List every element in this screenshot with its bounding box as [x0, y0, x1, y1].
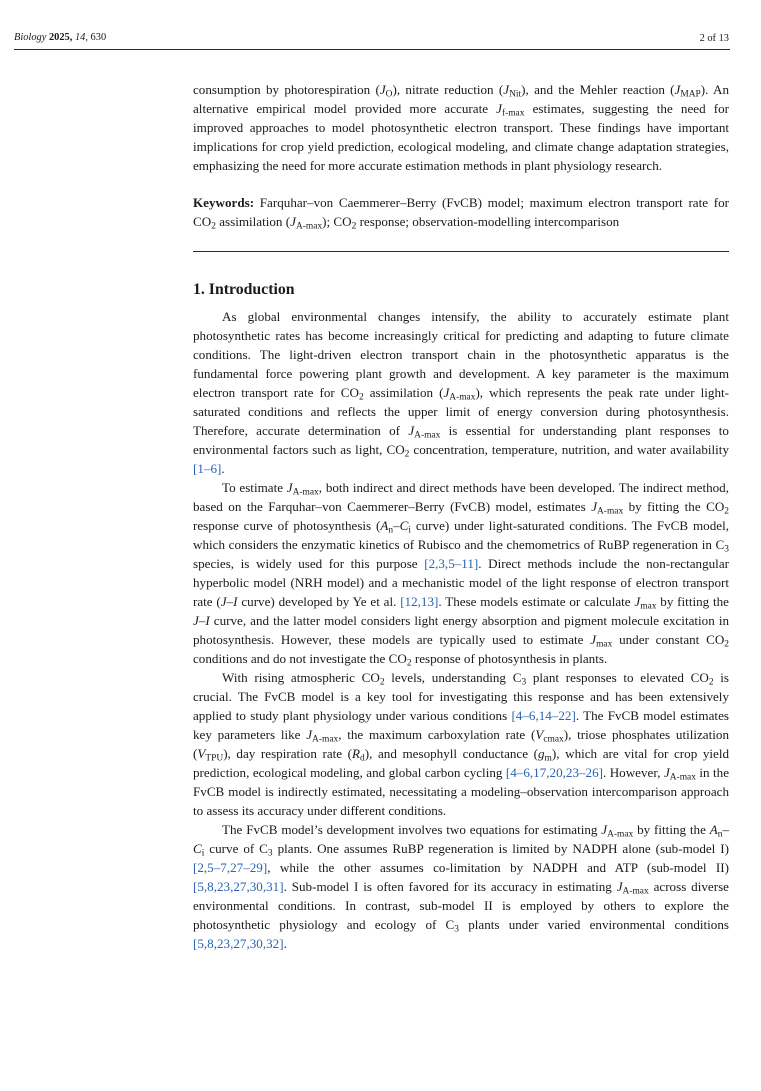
section-heading-introduction: 1. Introduction [193, 281, 295, 298]
abstract-continuation: consumption by photorespiration $(J_O)$, nitrate reduction $(J_{Nit})$, and the Mehler reaction $(J_{MAP})$. An alternative empirical model provided more accurate $J_{f-max}$ estimates, suggesting the need for improved approaches to model photosynthetic electron transport. These findings have important implications for crop yield prediction, ecological modeling, and climate change adaptation strategies, emphasizing the need for more accurate estimation methods in plant physiology research. [193, 82, 729, 173]
intro-paragraph-1: As global environmental changes intensify, the ability to accurately estimate plant photosynthetic rates has become increasingly critical for predicting and adapting to future climate conditions. The light-driven electron transport chain in the photosynthetic apparatus is the fundamental force powering plant growth and development. A key parameter is the maximum electron transport rate for $CO_2$ assimilation $(J_{A-max})$, which represents the peak rate under light-saturated conditions and reflects the upper limit of energy conversion during photosynthesis. Therefore, accurate determination of $J_{A-max}$ is essential for understanding plant responses to environmental factors such as light, $CO_2$ concentration, temperature, nutrition, and water availability [1–6]. [193, 309, 729, 476]
intro-paragraph-2: To estimate $J_{A-max}$, both indirect and direct methods have been developed. The indirect method, based on the Farquhar–von Caemmerer–Berry (FvCB) model, estimates $J_{A-max}$ by fitting the $CO_2$ response curve of photosynthesis ($A_n-C_i$ curve) under light-saturated conditions. The FvCB model, which considers the enzymatic kinetics of Rubisco and the chemometrics of RuBP regeneration in $C_3$ species, is widely used for this purpose [2,3,5–11]. Direct methods include the non-rectangular hyperbolic model (NRH model) and a mechanistic model of the light response of electron transport rate (J–I curve) developed by Ye et al. [12,13]. These models estimate or calculate $J_{max}$ by fitting the J–I curve, and the latter model considers light energy absorption and pigment molecule excitation in photosynthesis. However, these models are typically used to estimate $J_{max}$ under constant $CO_2$ conditions and do not investigate the $CO_2$ response of photosynthesis in plants. [193, 480, 730, 669]
journal-name: Biology [14, 32, 47, 43]
section-divider [193, 251, 729, 252]
citation-link[interactable]: [5,8,23,27,30,31] [193, 879, 284, 894]
intro-paragraph-4: The FvCB model’s development involves two equations for estimating $J_{A-max}$ by fitting the $A_n-C_i$ curve of $C_3$ plants. One assumes RuBP regeneration is limited by NADPH alone (sub-model I) [2,5–7,27–29], while the other assumes co-limitation by NADPH and ATP (sub-model II) [5,8,23,27,30,31]. Sub-model I is often favored for its accuracy in estimating $J_{A-max}$ across diverse environmental conditions. In contrast, sub-model II is employed by others to explore the photosynthetic physiology and ecology of $C_3$ plants under varied environmental conditions [5,8,23,27,30,32]. [193, 822, 729, 951]
keywords-label: Keywords: [193, 195, 255, 210]
citation-link[interactable]: [1–6] [193, 461, 222, 476]
journal-year: 2025, [48, 32, 73, 43]
citation-link[interactable]: [4–6,14–22] [511, 708, 576, 723]
intro-paragraph-3: With rising atmospheric $CO_2$ levels, understanding $C_3$ plant responses to elevated $CO_2$ is crucial. The FvCB model is a key tool for investigating this response and has been extensively applied to study plant physiology under various conditions [4–6,14–22]. The FvCB model estimates key parameters like $J_{A-max}$, the maximum carboxylation rate $(V_{cmax})$, triose phosphates utilization $(V_{TPU})$, day respiration rate $(R_d)$, and mesophyll conductance $(g_m)$, which are vital for crop yield prediction, ecological modeling, and global carbon cycling [4–6,17,20,23–26]. However, $J_{A-max}$ in the FvCB model is indirectly estimated, necessitating a modeling–observation intercomparison approach to assess its accuracy under different conditions. [193, 670, 730, 818]
page-number: 2 of 13 [699, 33, 729, 44]
article-number: 630 [90, 32, 107, 43]
citation-link[interactable]: [2,5–7,27–29] [193, 860, 268, 875]
citation-link[interactable]: [12,13] [400, 594, 439, 609]
header-divider [14, 49, 730, 50]
running-header-citation [14, 32, 106, 44]
citation-link[interactable]: [4–6,17,20,23–26] [505, 765, 603, 780]
journal-volume: 14, [74, 32, 88, 43]
keywords: Keywords: Farquhar–von Caemmerer–Berry (FvCB) model; maximum electron transport rate for $CO_2$ assimilation $(J_{A-max})$; $CO_2$ response; observation-modelling intercomparison [193, 195, 729, 232]
citation-link[interactable]: [5,8,23,27,30,32] [193, 936, 284, 951]
page-content [193, 80, 729, 953]
citation-link[interactable]: [2,3,5–11] [424, 556, 479, 571]
